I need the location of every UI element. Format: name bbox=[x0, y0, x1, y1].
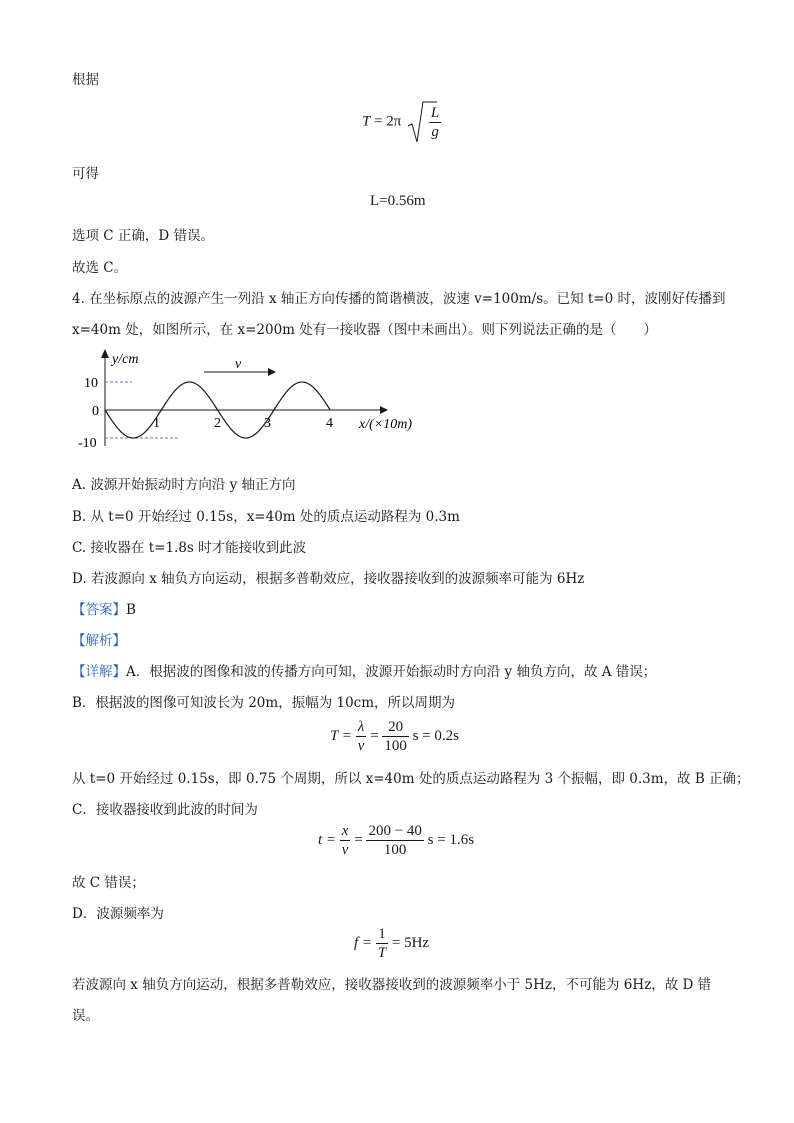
formula-length: L=0.56m bbox=[370, 193, 426, 209]
analysis-label: 【解析】 bbox=[72, 633, 126, 649]
option-c: C. 接收器在 t=1.8s 时才能接收到此波 bbox=[72, 540, 307, 556]
formula-period bbox=[330, 718, 459, 755]
solution-d-3: 误。 bbox=[72, 1008, 99, 1024]
formula-frequency bbox=[354, 925, 429, 962]
solution-c: C．接收器接收到此波的时间为 bbox=[72, 802, 258, 818]
option-b: B. 从 t=0 开始经过 0.15s，x=40m 处的质点运动路程为 0.3m bbox=[72, 509, 460, 525]
formula-period-pendulum bbox=[362, 100, 441, 144]
fraction-numerator: x bbox=[341, 823, 349, 839]
formula-coef: = 2π bbox=[374, 113, 402, 130]
fraction-distance bbox=[366, 822, 423, 859]
y-axis-arrow bbox=[101, 349, 109, 358]
y-tick-label-neg10: -10 bbox=[78, 436, 97, 451]
formula-lhs: T bbox=[362, 113, 371, 130]
fraction-denominator: v bbox=[341, 842, 349, 858]
fraction-20-100 bbox=[382, 718, 409, 755]
fraction-numerator: 20 bbox=[382, 718, 409, 737]
y-axis-label: y/cm bbox=[112, 352, 139, 367]
fraction-denominator: T bbox=[377, 945, 387, 961]
answer-value: B bbox=[126, 602, 136, 618]
fraction-denominator: 100 bbox=[383, 842, 407, 858]
solution-b-2: 从 t=0 开始经过 0.15s，即 0.75 个周期，所以 x=40m 处的质点运动路程为 3 个振幅，即 0.3m，故 B 正确； bbox=[72, 771, 750, 787]
x-tick-label-1: 1 bbox=[153, 416, 160, 431]
formula-time bbox=[318, 822, 474, 859]
velocity-label: v bbox=[235, 357, 242, 372]
x-tick-label-4: 4 bbox=[326, 416, 333, 431]
formula-result: = 5Hz bbox=[391, 934, 430, 951]
y-tick-label-10: 10 bbox=[84, 376, 98, 391]
fraction-numerator: 1 bbox=[376, 925, 388, 944]
question-stem-2: x=40m 处，如图所示，在 x=200m 处有一接收器（图中未画出）。则下列说法正确的是（ ） bbox=[72, 322, 658, 338]
fraction-numerator: 200 − 40 bbox=[368, 823, 422, 839]
solution-a-text: A．根据波的图像和波的传播方向可知，波源开始振动时方向沿 y 轴负方向，故 A 错误； bbox=[126, 664, 657, 680]
formula-equals: = bbox=[370, 727, 379, 744]
formula-equals: = bbox=[354, 831, 363, 848]
formula-result: s = 1.6s bbox=[427, 831, 475, 848]
intro-text-1: 根据 bbox=[72, 72, 99, 88]
y-tick-label-0: 0 bbox=[92, 404, 99, 419]
x-tick-label-2: 2 bbox=[214, 416, 221, 431]
answer-label: 【答案】 bbox=[72, 602, 126, 618]
sqrt-denominator: g bbox=[431, 123, 439, 140]
answer-line bbox=[72, 598, 136, 618]
fraction-denominator: 100 bbox=[384, 738, 407, 754]
solution-d: D．波源频率为 bbox=[72, 906, 164, 922]
fraction-1-T bbox=[376, 925, 388, 962]
sqrt-fraction bbox=[429, 104, 441, 141]
fraction-x-v bbox=[340, 822, 351, 859]
solution-b: B．根据波的图像可知波长为 20m，振幅为 10cm，所以周期为 bbox=[72, 695, 456, 711]
x-axis-arrow bbox=[380, 406, 388, 414]
wave-chart bbox=[72, 346, 442, 456]
intro-text-4: 故选 C。 bbox=[72, 260, 128, 276]
question-stem-1: 4. 在坐标原点的波源产生一列沿 x 轴正方向传播的简谐横波，波速 v=100m/s。已知 t=0 时，波刚好传播到 bbox=[72, 291, 726, 307]
formula-t-lhs: t = bbox=[318, 831, 337, 848]
solution-a bbox=[72, 660, 656, 680]
solution-c-2: 故 C 错误； bbox=[72, 875, 145, 891]
x-tick-label-3: 3 bbox=[264, 416, 271, 431]
formula-t-lhs: T = bbox=[330, 727, 352, 744]
solution-d-2: 若波源向 x 轴负方向运动，根据多普勒效应，接收器接收到的波源频率小于 5Hz，不可能为 6Hz，故 D 错 bbox=[72, 977, 712, 993]
intro-text-3: 选项 C 正确，D 错误。 bbox=[72, 228, 215, 244]
velocity-arrow-head bbox=[268, 368, 276, 376]
option-a: A. 波源开始振动时方向沿 y 轴正方向 bbox=[72, 477, 296, 493]
detail-label: 【详解】 bbox=[72, 664, 126, 680]
fraction-lambda-v bbox=[356, 718, 367, 755]
intro-text-2: 可得 bbox=[72, 166, 99, 182]
sqrt-numerator: L bbox=[430, 104, 440, 121]
formula-f-lhs: f = bbox=[354, 934, 373, 951]
fraction-denominator: v bbox=[357, 738, 365, 754]
fraction-numerator: λ bbox=[356, 718, 367, 737]
x-axis-label: x/(×10m) bbox=[359, 417, 412, 432]
option-d: D. 若波源向 x 轴负方向运动，根据多普勒效应，接收器接收到的波源频率可能为 6Hz bbox=[72, 571, 585, 587]
formula-result: s = 0.2s bbox=[412, 727, 459, 744]
